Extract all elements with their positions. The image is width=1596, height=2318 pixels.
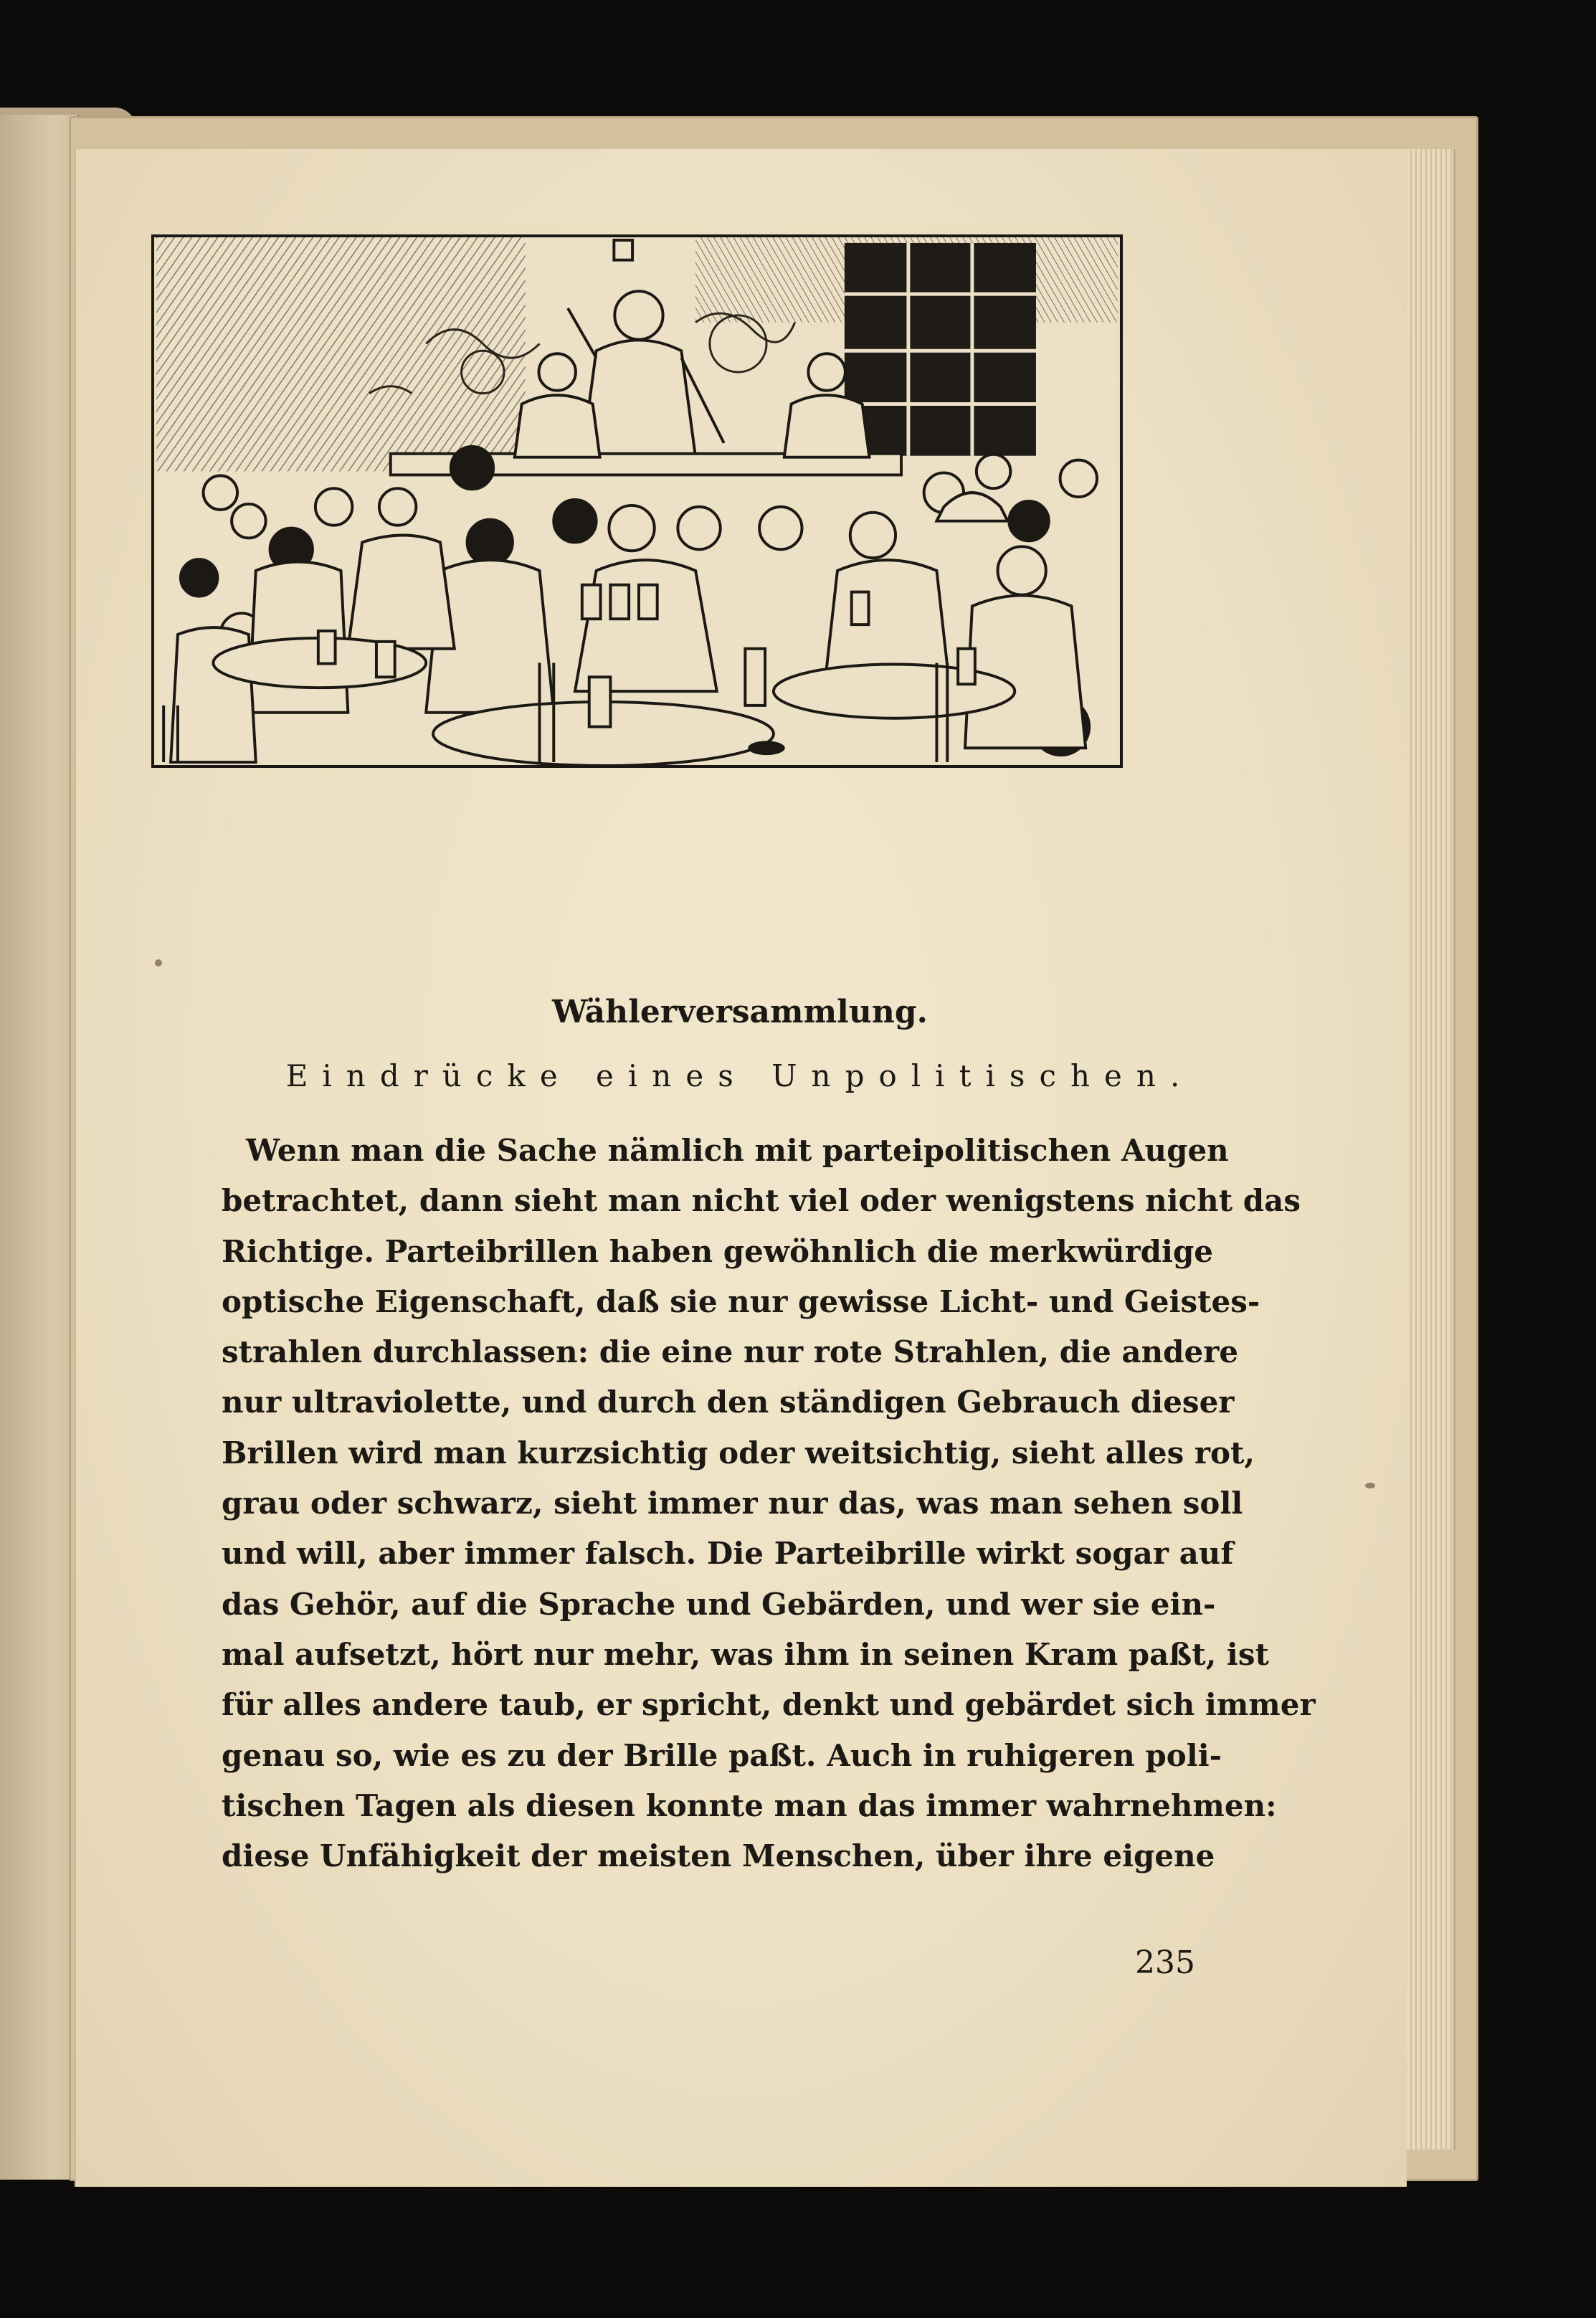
page-stack-edge — [1402, 149, 1455, 2150]
figure-caption: Wählerversammlung. — [552, 994, 928, 1030]
paper-speck — [1365, 1483, 1375, 1488]
body-line: das Gehör, auf die Sprache und Gebärden, und wer sie ein- — [222, 1586, 1216, 1622]
illustration-drawing — [154, 237, 1120, 765]
body-line: Wenn man die Sache nämlich mit parteipolitischen Augen — [246, 1133, 1229, 1168]
body-line: mal aufsetzt, hört nur mehr, was ihm in seinen Kram paßt, ist — [222, 1636, 1269, 1672]
body-line: optische Eigenschaft, daß sie nur gewisse Licht- und Geistes- — [222, 1283, 1260, 1319]
body-line: tischen Tagen als diesen konnte man das immer wahrnehmen: — [222, 1787, 1277, 1823]
body-text — [222, 1126, 1316, 1881]
page-number: 235 — [1135, 1944, 1195, 1981]
chapter-subtitle: Eindrücke eines Unpolitischen. — [285, 1058, 1194, 1093]
body-line: Richtige. Parteibrillen haben gewöhnlich die merkwürdige — [222, 1233, 1214, 1269]
body-line: diese Unfähigkeit der meisten Menschen, über ihre eigene — [222, 1838, 1215, 1874]
body-line: betrachtet, dann sieht man nicht viel oder wenigstens nicht das — [222, 1183, 1301, 1219]
body-line: für alles andere taub, er spricht, denkt und gebärdet sich immer — [222, 1687, 1316, 1723]
paper-speck — [155, 959, 162, 966]
body-line: genau so, wie es zu der Brille paßt. Auch in ruhigeren poli- — [222, 1737, 1222, 1773]
meeting-illustration — [151, 234, 1123, 768]
body-line: und will, aber immer falsch. Die Parteibrille wirkt sogar auf — [222, 1536, 1234, 1572]
body-line: strahlen durchlassen: die eine nur rote Strahlen, die andere — [222, 1334, 1239, 1370]
body-line: grau oder schwarz, sieht immer nur das, was man sehen soll — [222, 1486, 1243, 1521]
body-line: Brillen wird man kurzsichtig oder weitsichtig, sieht alles rot, — [222, 1435, 1255, 1471]
body-line: nur ultraviolette, und durch den ständigen Gebrauch dieser — [222, 1384, 1235, 1420]
left-page-margin — [0, 115, 79, 2180]
